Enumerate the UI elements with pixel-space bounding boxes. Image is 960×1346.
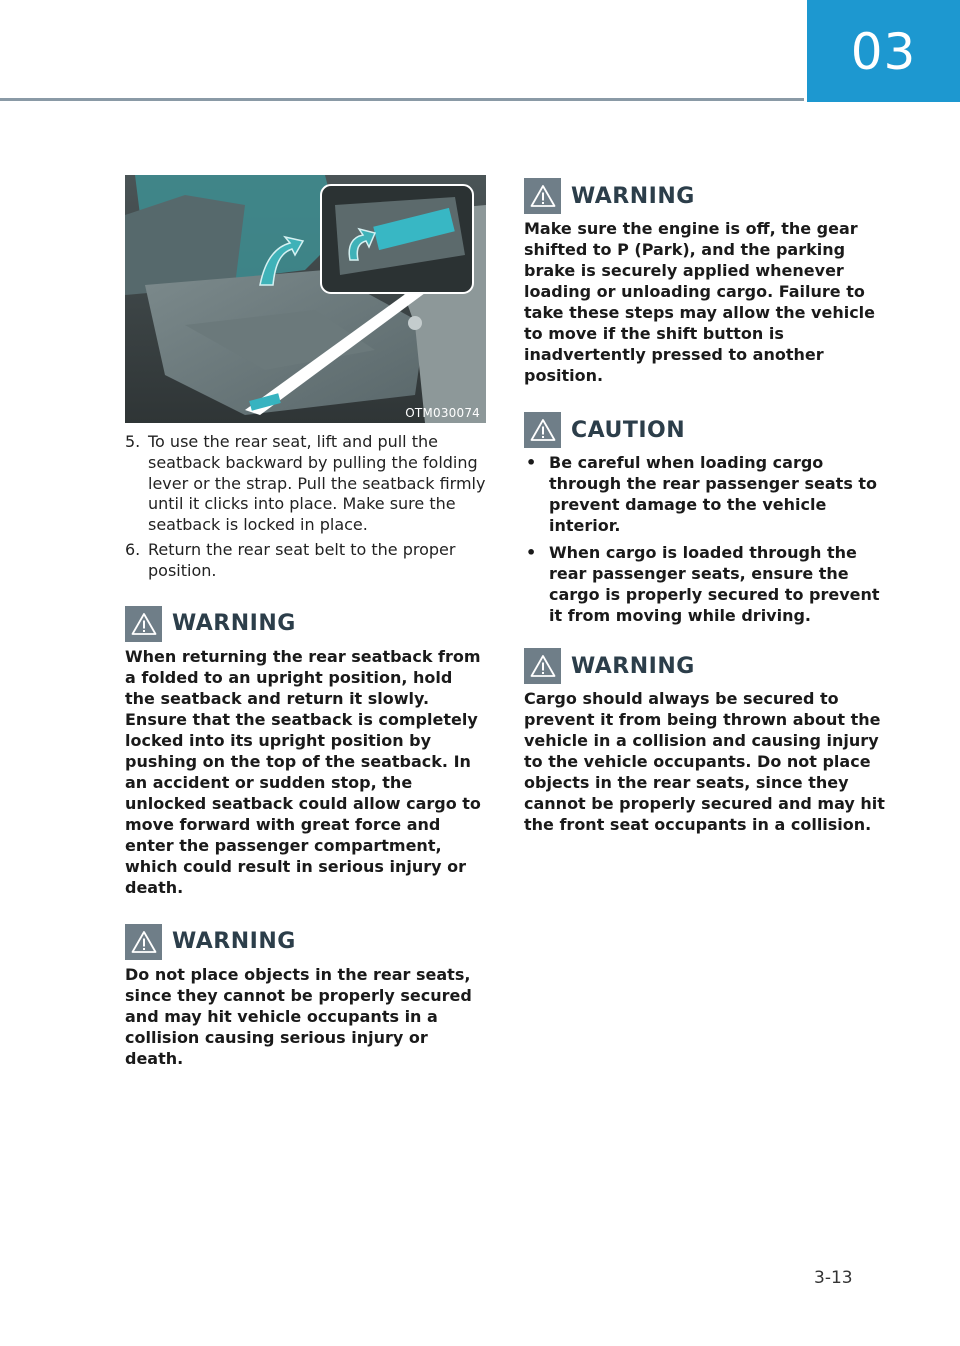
notice-header [125,924,487,960]
warning-triangle-icon [524,178,561,214]
step-number: 5. [125,432,141,451]
list-item: • Be careful when loading cargo through the rear passenger seats to prevent damage to the vehicle interior. [524,452,886,536]
notice-header [125,606,487,642]
notice-title: WARNING [172,611,296,637]
chapter-tab [807,0,960,102]
rear-seat-image [125,175,486,423]
caution-list [524,452,886,626]
caution-block [524,412,886,626]
notice-title: WARNING [571,653,695,679]
warning-block [125,606,487,898]
notice-header [524,648,886,684]
step-item [125,540,487,582]
seat-illustration [125,175,486,423]
notice-header [524,178,886,214]
figure-code: OTM030074 [405,406,480,420]
warning-block [125,924,487,1069]
list-item: • When cargo is loaded through the rear passenger seats, ensure the cargo is properly secured to prevent it from moving while driving. [524,542,886,626]
notice-title: WARNING [571,183,695,209]
notice-title: WARNING [172,929,296,955]
warning-triangle-icon [524,648,561,684]
header-rule [0,98,804,101]
page-number: 3-13 [814,1268,853,1288]
warning-triangle-icon [125,924,162,960]
step-number: 6. [125,539,141,559]
notice-header [524,412,886,448]
warning-block [524,178,886,386]
left-column [125,432,487,1069]
warning-triangle-icon [125,606,162,642]
caution-triangle-icon [524,412,561,448]
notice-body: Make sure the engine is off, the gear shifted to P (Park), and the parking brake is securely applied whenever loading or unloading cargo. Failure to take these steps may allow the vehicle to move if the shift button is inadvertently pressed to another position. [524,219,876,385]
step-text: To use the rear seat, lift and pull the seatback backward by pulling the folding lever or the strap. Pull the seatback firmly until it clicks into place. Make sure the seatback is locked in place. [148,432,486,535]
notice-body: Do not place objects in the rear seats, since they cannot be properly secured and may hit vehicle occupants in a collision causing serious injury or death. [125,964,472,1068]
step-text: Return the rear seat belt to the proper position. [148,539,456,580]
step-item [125,432,487,536]
chapter-number: 03 [850,23,917,81]
notice-body: Cargo should always be secured to prevent it from being thrown about the vehicle in a collision and causing injury to the vehicle occupants. Do not place objects in the rear seats, since they cannot be properly secured and may hit the front seat occupants in a collision. [524,689,885,834]
notice-title: CAUTION [571,417,686,443]
right-column [524,178,886,835]
warning-block [524,648,886,835]
notice-body: When returning the rear seatback from a folded to an upright position, hold the seatback and return it slowly. Ensure that the seatback is completely locked into its upright position by pushing on the top of the seatback. In an accident or sudden stop, the unlocked seatback could allow cargo to move forward with great force and enter the passenger compartment, which could result in serious injury or death. [125,646,481,897]
